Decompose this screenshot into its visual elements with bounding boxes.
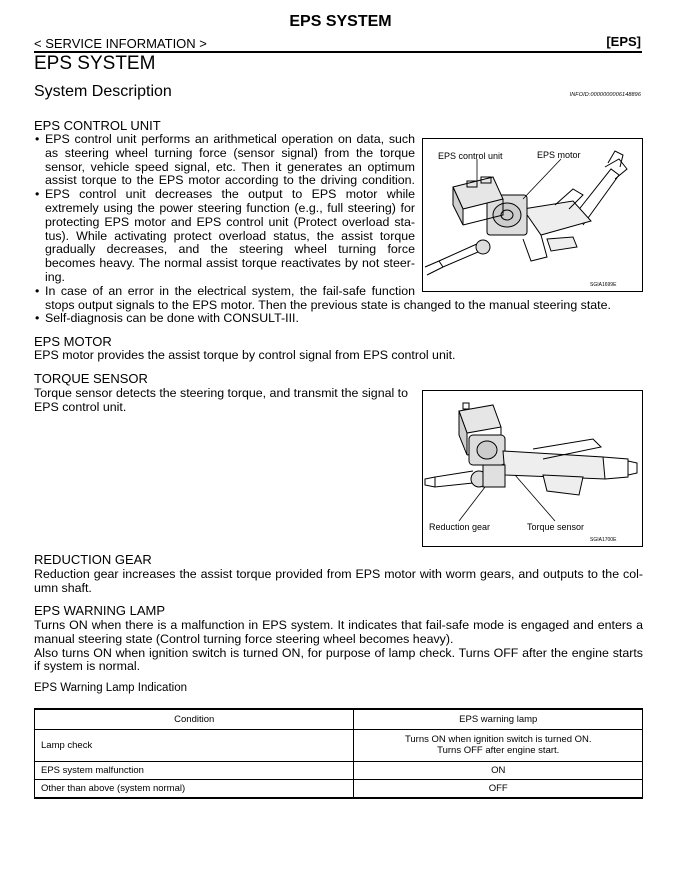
text-line: ing. (45, 269, 65, 284)
text-line: extremely using the power steering function (e.g., full steering) for (45, 200, 415, 215)
figure-label-control-unit: EPS control unit (438, 151, 503, 161)
text-line: • EPS control unit decreases the output to EPS motor while (45, 187, 415, 202)
table-cell-value: OFF (354, 779, 643, 798)
cell-line: Turns OFF after engine start. (437, 745, 560, 756)
sub-heading: System Description (34, 83, 172, 100)
text-line: umn shaft. (34, 580, 92, 595)
section-title-torque-sensor: TORQUE SENSOR (34, 371, 148, 386)
table-cell-condition: EPS system malfunction (35, 761, 354, 779)
text-line: gradually decreases, and the steering wheel turning force (45, 242, 415, 257)
table-cell-value: ON (354, 761, 643, 779)
figure-label-motor: EPS motor (537, 150, 581, 160)
table-row (35, 729, 643, 761)
text-line: Torque sensor detects the steering torque, and transmit the signal to (34, 386, 408, 400)
text-line: • EPS control unit performs an arithmetical operation on data, such (45, 132, 415, 146)
text-line: protecting EPS motor and EPS control unit (Protect overload sta- (45, 214, 415, 229)
text-line: manual steering state (Control turning force steering wheel becomes heavy). (34, 631, 454, 646)
text-line: Turns ON when there is a malfunction in EPS system. It indicates that fail-safe mode is engaged and enters a (34, 618, 643, 632)
column-header-lamp: EPS warning lamp (354, 709, 643, 729)
text-line: EPS control unit. (34, 399, 127, 414)
table-cell-condition: Lamp check (35, 729, 354, 761)
motor-description (34, 349, 644, 363)
reduction-gear-description (34, 568, 643, 596)
text-line: Also turns ON when ignition switch is turned ON, for purpose of lamp check. Turns OFF after the engine starts (34, 645, 643, 660)
text-line: becomes heavy. The normal assist torque reactivates by not steer- (45, 256, 415, 271)
table-caption: EPS Warning Lamp Indication (34, 682, 187, 694)
table-row (35, 761, 643, 779)
figure-label-torque-sensor: Torque sensor (527, 522, 585, 532)
figure-eps-unit (422, 138, 643, 292)
breadcrumb: < SERVICE INFORMATION > (34, 36, 207, 51)
figure-code: SGIA1700E (590, 537, 617, 543)
figure-torque-sensor (422, 390, 643, 547)
text-line: stops output signals to the EPS motor. Then the previous state is changed to the manual steering state. (45, 297, 611, 312)
bullet-item (34, 188, 415, 285)
page-title: EPS SYSTEM (289, 13, 392, 30)
warning-lamp-description (34, 619, 643, 674)
section-title-warning-lamp: EPS WARNING LAMP (34, 603, 165, 618)
figure-label-reduction-gear: Reduction gear (429, 522, 491, 532)
warning-lamp-table (34, 708, 643, 799)
text-line: EPS motor provides the assist torque by control signal from EPS control unit. (34, 348, 456, 362)
torque-sensor-description (34, 387, 414, 415)
text-line: as steering wheel turning force (sensor signal) from the torque (45, 145, 415, 160)
table-cell-condition: Other than above (system normal) (35, 779, 354, 798)
bullet-item (34, 133, 415, 188)
text-line: Reduction gear increases the assist torque provided from EPS motor with worm gears, and outputs to the col- (34, 567, 643, 581)
column-header-condition: Condition (35, 709, 354, 729)
table-row (35, 779, 643, 798)
section-code: [EPS] (606, 34, 641, 49)
eps-column-illustration (423, 139, 641, 290)
bullet-item (34, 312, 415, 326)
text-line: • In case of an error in the electrical system, the fail-safe function (45, 283, 415, 298)
text-line: sensor, vehicle speed signal, etc. Then it generates an optimum (45, 159, 415, 174)
figure-code: SGIA1699E (590, 282, 617, 288)
main-heading: EPS SYSTEM (34, 53, 156, 74)
cell-line: Turns ON when ignition switch is turned ON. (404, 734, 592, 745)
text-line: tus). While activating protect overload status, the assist torque (45, 228, 415, 243)
info-id: INFOID:0000000006148896 (569, 92, 641, 98)
section-title-control-unit: EPS CONTROL UNIT (34, 118, 161, 133)
table-header-row (35, 709, 643, 729)
table-cell-value (354, 729, 643, 761)
text-line: if system is normal. (34, 659, 141, 674)
text-line: assist torque to the EPS motor according to the driving condition. (45, 173, 415, 188)
section-title-motor: EPS MOTOR (34, 334, 112, 349)
section-title-reduction-gear: REDUCTION GEAR (34, 552, 152, 567)
text-line: • Self-diagnosis can be done with CONSULT-III. (45, 311, 299, 326)
